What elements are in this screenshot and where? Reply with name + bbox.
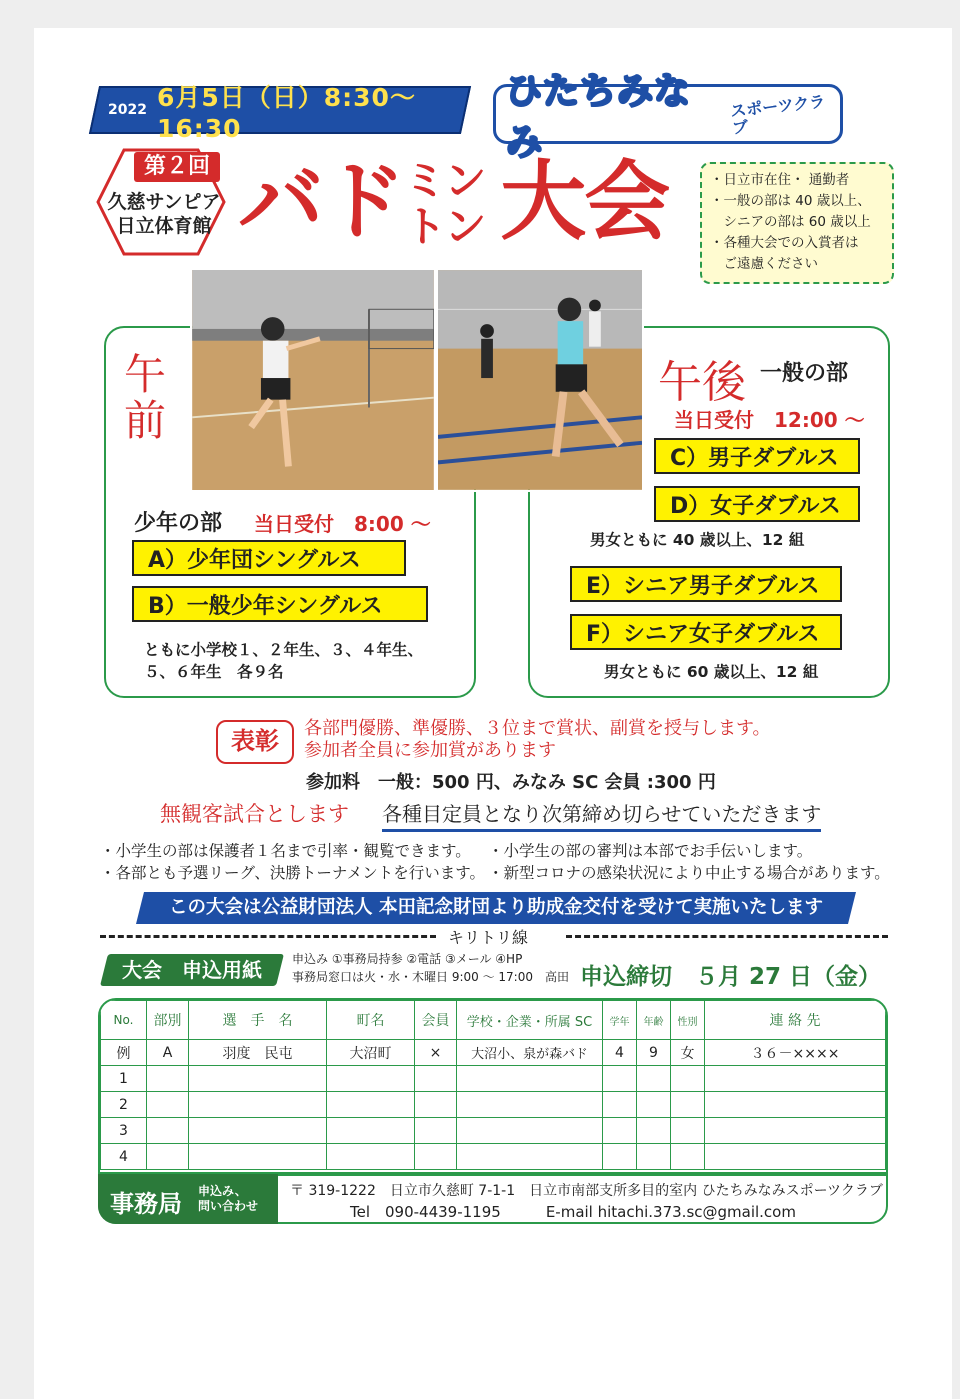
capacity-notice: 各種目定員となり次第締め切らせていただきます [382, 798, 821, 832]
table-cell[interactable] [189, 1118, 327, 1144]
table-cell[interactable] [189, 1066, 327, 1092]
youth-note-line-1: ともに小学校１、２年生、３、４年生、 [144, 641, 424, 659]
form-title: 大会 申込用紙 [122, 958, 262, 982]
table-cell: ３６－×××× [705, 1040, 886, 1066]
col-header: No. [101, 1001, 147, 1040]
table-cell[interactable] [327, 1118, 415, 1144]
photo-girl-smash [190, 268, 436, 492]
eligibility-note [700, 162, 894, 284]
methods-line-2: 事務局窓口は火・水・木曜日 9:00 ～ 17:00 高田 [292, 970, 569, 984]
title-part-b: 大会 [500, 152, 669, 252]
table-cell: × [415, 1040, 457, 1066]
office-subtitle [198, 1184, 258, 1214]
table-cell[interactable] [671, 1066, 705, 1092]
morning-label: 午前 [124, 350, 167, 445]
title-part-small: ミン トン [404, 156, 485, 251]
col-header: 部別 [147, 1001, 189, 1040]
table-cell: 羽度 民屯 [189, 1040, 327, 1066]
table-row-example [101, 1040, 886, 1066]
eligibility-line: シニアの部は 60 歳以上 [710, 214, 871, 230]
office-sub-line-1: 申込み、 [198, 1184, 247, 1198]
table-cell[interactable] [705, 1092, 886, 1118]
table-cell[interactable] [189, 1144, 327, 1170]
col-header: 学校・企業・所属 SC [457, 1001, 603, 1040]
venue-line-1: 久慈サンピア [107, 191, 221, 213]
table-cell[interactable] [637, 1144, 671, 1170]
afternoon-reception-time: 当日受付 12:00 ～ [674, 408, 865, 432]
table-cell[interactable] [147, 1144, 189, 1170]
venue-line-2: 日立体育館 [116, 215, 212, 237]
table-cell[interactable] [603, 1144, 637, 1170]
col-header: 年齢 [637, 1001, 671, 1040]
round-badge: 第２回 [134, 152, 220, 182]
row-number: 3 [101, 1118, 147, 1144]
cut-line-left [100, 935, 436, 938]
cut-line-label: キリトリ線 [444, 925, 532, 948]
table-cell[interactable] [327, 1066, 415, 1092]
photo-woman-play [436, 268, 644, 492]
table-cell[interactable] [457, 1066, 603, 1092]
table-row [101, 1118, 886, 1144]
col-header: 連 絡 先 [705, 1001, 886, 1040]
eligibility-line: ・一般の部は 40 歳以上、 [710, 193, 871, 209]
event-year: 2022 [108, 102, 147, 118]
grant-text: この大会は公益財団法人 本田記念財団より助成金交付を受けて実施いたします [169, 897, 823, 918]
table-cell: 4 [603, 1040, 637, 1066]
event-d-label: D）女子ダブルス [654, 486, 860, 522]
logo-sub-text: スポーツクラブ [729, 91, 827, 138]
col-header: 性別 [671, 1001, 705, 1040]
row-number: 1 [101, 1066, 147, 1092]
table-cell[interactable] [457, 1118, 603, 1144]
event-b-label: B）一般少年シングルス [132, 586, 428, 622]
general-note: 男女ともに 40 歳以上、12 組 [590, 531, 805, 549]
note-item: ・小学生の部の審判は本部でお手伝いします。 [488, 842, 813, 860]
award-badge: 表彰 [216, 720, 294, 764]
application-methods [292, 950, 569, 986]
note-item: ・各部とも予選リーグ、決勝トーナメントを行います。 [100, 864, 486, 882]
table-cell: 9 [637, 1040, 671, 1066]
table-cell[interactable] [189, 1092, 327, 1118]
table-row [101, 1144, 886, 1170]
club-logo [493, 71, 843, 163]
title-part-a: バド [238, 152, 405, 252]
table-cell[interactable] [603, 1092, 637, 1118]
table-cell[interactable] [637, 1118, 671, 1144]
table-cell: 大沼町 [327, 1040, 415, 1066]
table-cell: 例 [101, 1040, 147, 1066]
office-contact: Tel 090-4439-1195 E-mail hitachi.373.sc@gmail.com [350, 1203, 796, 1221]
col-header: 町名 [327, 1001, 415, 1040]
table-cell[interactable] [637, 1066, 671, 1092]
date-banner [89, 82, 471, 143]
table-cell[interactable] [415, 1092, 457, 1118]
table-cell: 女 [671, 1040, 705, 1066]
table-cell[interactable] [147, 1092, 189, 1118]
note-item: ・新型コロナの感染状況により中止する場合があります。 [488, 864, 890, 882]
event-date-time: 6月5日（日）8:30～16:30 [156, 82, 416, 143]
award-line-2: 参加者全員に参加賞があります [304, 740, 556, 761]
award-line-1: 各部門優勝、準優勝、３位まで賞状、副賞を授与します。 [304, 718, 771, 739]
row-number: 2 [101, 1092, 147, 1118]
table-cell[interactable] [457, 1092, 603, 1118]
event-c-label: C）男子ダブルス [654, 438, 860, 474]
table-cell[interactable] [603, 1066, 637, 1092]
table-cell[interactable] [415, 1144, 457, 1170]
event-e-label: E）シニア男子ダブルス [570, 566, 842, 602]
youth-division-label: 少年の部 [134, 511, 223, 536]
event-title [238, 152, 698, 252]
table-cell[interactable] [603, 1118, 637, 1144]
youth-note-line-2: ５、６年生 各９名 [144, 663, 284, 681]
eligibility-line: ・各種大会での入賞者は [710, 235, 859, 251]
event-f-label: F）シニア女子ダブルス [570, 614, 842, 650]
col-header: 学年 [603, 1001, 637, 1040]
morning-reception-time: 当日受付 8:00 ～ [254, 512, 431, 536]
table-cell[interactable] [415, 1066, 457, 1092]
senior-note: 男女ともに 60 歳以上、12 組 [604, 663, 819, 681]
office-title: 事務局 [110, 1190, 182, 1218]
cut-line-right [566, 935, 888, 938]
col-header: 選 手 名 [189, 1001, 327, 1040]
office-address: 〒 319-1222 日立市久慈町 7-1-1 日立市南部支所多目的室内 ひたちみなみスポーツクラブ [290, 1183, 883, 1199]
table-row [101, 1092, 886, 1118]
afternoon-label: 午後 [658, 357, 746, 408]
row-number: 4 [101, 1144, 147, 1170]
eligibility-line: ご遠慮ください [710, 256, 818, 272]
application-deadline: 申込締切 ５月 27 日（金） [580, 964, 882, 990]
notes-left [100, 840, 485, 884]
table-cell[interactable] [705, 1144, 886, 1170]
general-division-label: 一般の部 [760, 361, 849, 386]
table-cell[interactable] [671, 1092, 705, 1118]
table-cell[interactable] [637, 1092, 671, 1118]
no-audience-notice: 無観客試合とします [160, 802, 349, 826]
table-cell[interactable] [327, 1092, 415, 1118]
table-cell[interactable] [415, 1118, 457, 1144]
table-cell[interactable] [147, 1066, 189, 1092]
table-cell[interactable] [705, 1118, 886, 1144]
table-row [101, 1066, 886, 1092]
logo-main-text: ひたちみなみ [506, 71, 692, 163]
table-cell[interactable] [457, 1144, 603, 1170]
table-cell[interactable] [671, 1144, 705, 1170]
note-item: ・小学生の部は保護者１名まで引率・観覧できます。 [100, 842, 471, 860]
table-cell[interactable] [327, 1144, 415, 1170]
col-header: 会員 [415, 1001, 457, 1040]
methods-line-1: 申込み ①事務局持参 ②電話 ③メール ④HP [292, 952, 523, 966]
office-sub-line-2: 問い合わせ [198, 1199, 259, 1213]
table-header-row [101, 1001, 886, 1040]
table-cell[interactable] [147, 1118, 189, 1144]
award-description [304, 718, 771, 762]
notes-right [488, 840, 890, 884]
table-cell[interactable] [705, 1066, 886, 1092]
entry-fee: 参加料 一般：500 円、みなみ SC 会員 :300 円 [306, 772, 716, 793]
eligibility-line: ・日立市在住・ 通勤者 [710, 172, 850, 188]
application-table [98, 998, 888, 1174]
event-a-label: A）少年団シングルス [132, 540, 406, 576]
venue-name [104, 190, 224, 238]
table-cell[interactable] [671, 1118, 705, 1144]
table-cell: 大沼小、泉が森バド [457, 1040, 603, 1066]
table-cell: A [147, 1040, 189, 1066]
